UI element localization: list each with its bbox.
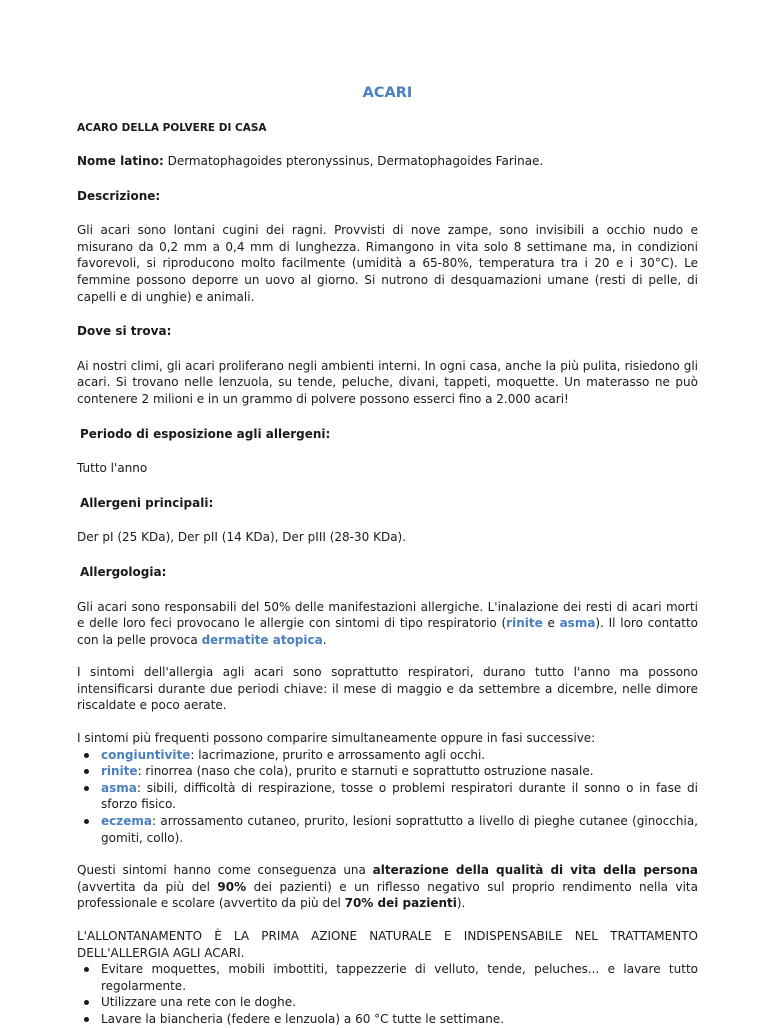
rinite-symptom-link[interactable]: rinite — [101, 764, 138, 779]
eczema-link[interactable]: eczema — [101, 814, 152, 829]
action-text: Evitare moquettes, mobili imbottiti, tappezzerie di velluto, tende, peluches... e lavare tutto regolarmente. — [101, 962, 698, 993]
quality-text-d: 90% — [217, 879, 247, 894]
removal-heading: L'ALLONTANAMENTO È LA PRIMA AZIONE NATURALE E INDISPENSABILE NEL TRATTAMENTO DELL'ALLERGIA AGLI ACARI. — [77, 929, 698, 960]
list-item — [77, 763, 698, 780]
allergology-paragraph — [77, 599, 698, 649]
actions-list — [77, 961, 698, 1027]
allergology-heading: Allergologia: — [80, 564, 167, 579]
location-text: Ai nostri climi, gli acari proliferano negli ambienti interni. In ogni casa, anche la più pulita, risiedono gli acari. Si trovano nelle lenzuola, su tende, peluche, divani, tappeti, moquette. Un materasso ne può contenere 2 milioni e in un grammo di polvere possono esserci fino a 2.000 acari! — [77, 358, 698, 406]
symptoms-paragraph: I sintomi dell'allergia agli acari sono soprattutto respiratori, durano tutto l'anno ma possono intensificarsi durante due periodi chiave: il mese di maggio e da settembre a dicembre, nelle dimore riscaldate e poco aerate. — [77, 665, 698, 713]
symptoms-list — [77, 747, 698, 847]
symptom-text: : sibili, difficoltà di respirazione, tosse o problemi respiratori durante il sonno o in fase di sforzo fisico. — [101, 780, 698, 812]
allergology-text-and: e — [542, 616, 560, 631]
list-item — [77, 994, 698, 1011]
latin-name-paragraph — [77, 153, 698, 170]
description-heading: Descrizione: — [77, 188, 161, 203]
latin-name-label: Nome latino: — [77, 154, 164, 168]
congiuntivite-link[interactable]: congiuntivite — [101, 747, 191, 762]
list-item — [77, 747, 698, 764]
exposure-period-text: Tutto l'anno — [77, 461, 148, 476]
description-text: Gli acari sono lontani cugini dei ragni. Provvisti di nove zampe, sono invisibili a occhio nudo e misurano da 0,2 mm a 0,4 mm di lunghezza. Rimangono in vita solo 8 settimane ma, in condizioni favorevoli, si riproducono molto facilmente (umidità a 65-80%, temperatura tra i 20 e i 30°C). Le femmine possono deporre un uovo al giorno. Si nutrono di desquamazioni umane (resti di pelle, di capelli e di unghie) e animali. — [77, 223, 698, 304]
subtitle: ACARO DELLA POLVERE DI CASA — [77, 122, 267, 134]
asma-link[interactable]: asma — [559, 616, 596, 631]
quality-text-c: (avvertita da più del — [77, 879, 218, 894]
dermatite-atopica-link[interactable]: dermatite atopica — [201, 632, 323, 647]
action-text: Utilizzare una rete con le doghe. — [101, 995, 296, 1010]
latin-name-text: Dermatophagoides pteronyssinus, Dermatophagoides Farinae. — [163, 154, 544, 168]
quality-of-life-paragraph — [77, 862, 698, 912]
frequent-symptoms-intro: I sintomi più frequenti possono comparire simultaneamente oppure in fasi successive: — [77, 731, 596, 746]
list-item — [77, 813, 698, 846]
quality-text-f: 70% dei pazienti — [344, 896, 457, 911]
quality-text-a: Questi sintomi hanno come conseguenza una — [77, 863, 373, 878]
rinite-link[interactable]: rinite — [506, 616, 543, 631]
allergology-text-1: Gli acari sono responsabili del 50% delle manifestazioni allergiche. L'inalazione dei resti di acari morti e delle loro feci provocano le allergie con sintomi di tipo respiratorio ( — [77, 599, 698, 631]
list-item — [77, 780, 698, 813]
allergology-text-2: ). Il loro contatto con la pelle provoca — [77, 616, 699, 647]
symptom-text: : lacrimazione, prurito e arrossamento agli occhi. — [190, 747, 486, 762]
symptom-text: : rinorrea (naso che cola), prurito e starnuti e soprattutto ostruzione nasale. — [137, 764, 594, 779]
main-allergens-text: Der pI (25 KDa), Der pII (14 KDa), Der pIII (28-30 KDa). — [77, 530, 407, 545]
main-allergens-heading: Allergeni principali: — [80, 495, 214, 510]
quality-text-b: alterazione della qualità di vita della persona — [372, 863, 698, 878]
allergology-text-3: . — [322, 632, 327, 647]
location-heading: Dove si trova: — [77, 324, 172, 339]
document-title: ACARI — [362, 85, 413, 101]
exposure-period-heading: Periodo di esposizione agli allergeni: — [80, 426, 331, 441]
quality-text-g: ). — [456, 896, 466, 911]
list-item — [77, 961, 698, 994]
asma-symptom-link[interactable]: asma — [101, 780, 137, 795]
symptom-text: : arrossamento cutaneo, prurito, lesioni soprattutto a livello di pieghe cutanee (ginocchia, gomiti, collo). — [101, 814, 698, 845]
action-text: Lavare la biancheria (federe e lenzuola) a 60 °C tutte le settimane. — [101, 1011, 505, 1026]
list-item — [77, 1011, 698, 1028]
quality-text-e: dei pazienti) e un riflesso negativo sul proprio rendimento nella vita professionale e scolare (avvertito da più del — [77, 879, 698, 911]
